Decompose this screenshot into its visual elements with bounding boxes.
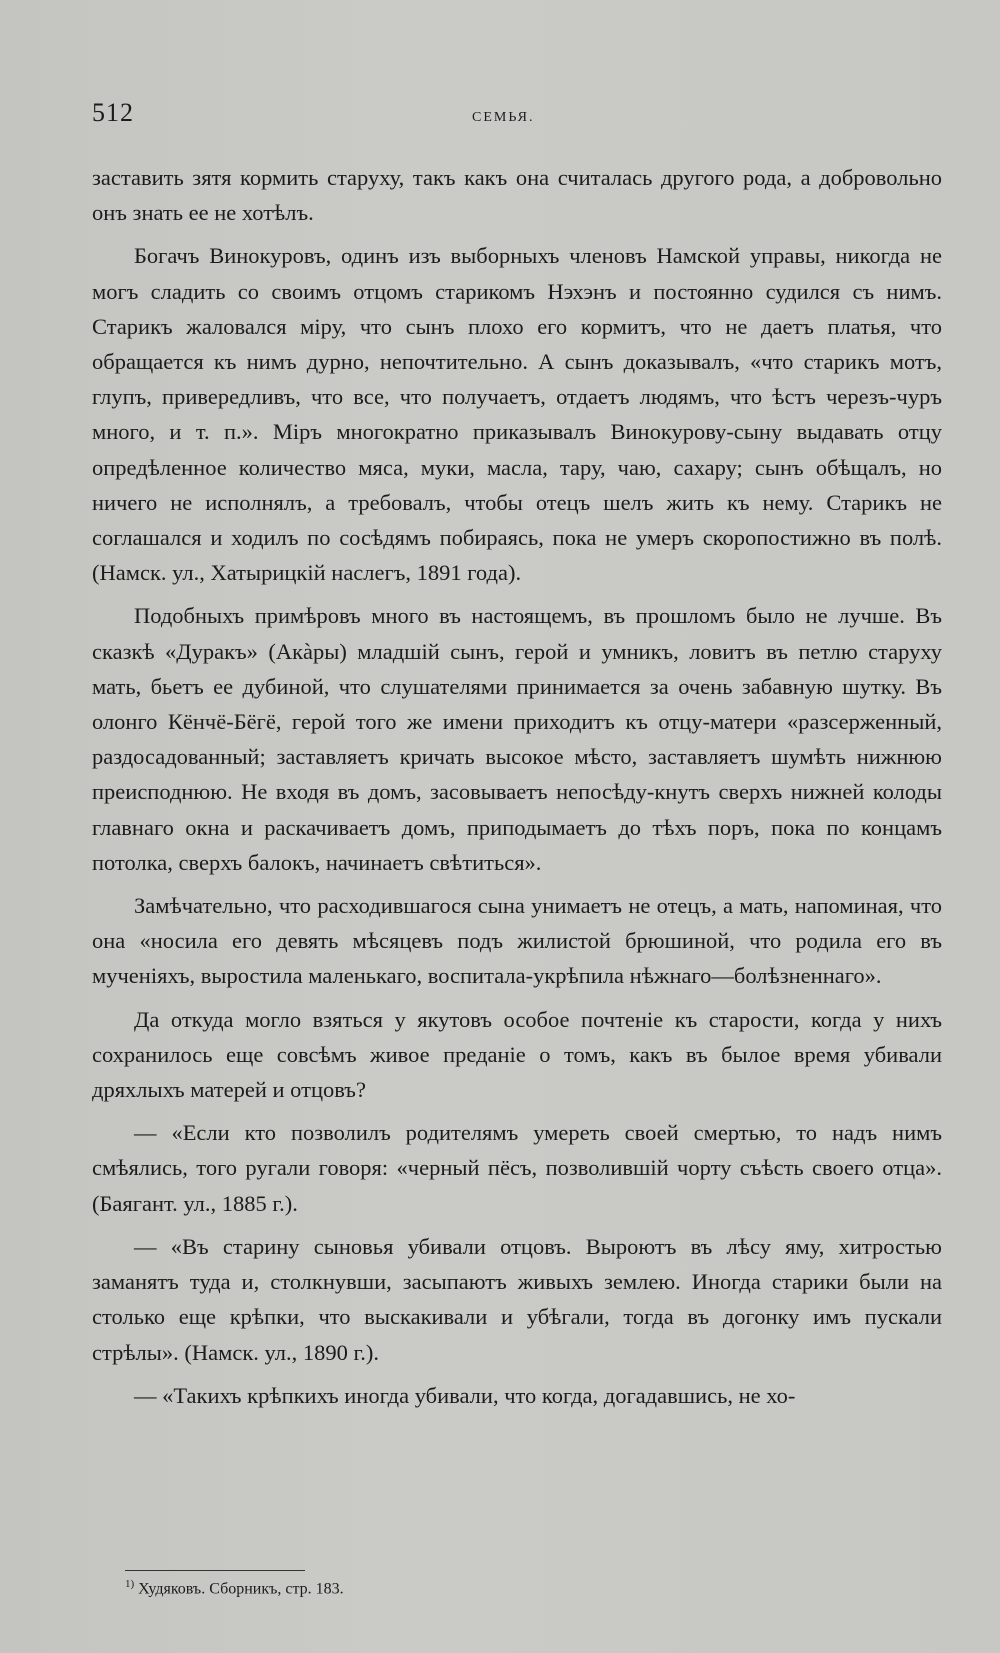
footnote-text: Худяковъ. Сборникъ, стр. 183. (138, 1580, 344, 1598)
quote-paragraph: — «Если кто позволилъ родителямъ умереть своей смертью, то надъ нимъ смѣялись, того ругали говоря: «черный пёсъ, позволившій чорту съѣсть своего отца». (Баягант. ул., 1885 г.). (92, 1120, 942, 1216)
footnote-divider (125, 1570, 305, 1571)
page-header (92, 92, 944, 132)
footnote (125, 1578, 344, 1598)
paragraph: Замѣчательно, что расходившагося сына унимаетъ не отецъ, а мать, напоминая, что она «носила его девять мѣсяцевъ подъ жилистой брюшиной, что родила его въ мученіяхъ, выростила маленькаго, воспитала-укрѣпила нѣжнаго—болѣзненнаго». (92, 893, 942, 989)
paragraph: Богачъ Винокуровъ, одинъ изъ выборныхъ членовъ Намской управы, никогда не могъ сладить со своимъ отцомъ старикомъ Нэхэнъ и постоянно судился съ нимъ. Старикъ жаловался міру, что сынъ плохо его кормитъ, что не даетъ платья, что обращается къ нимъ дурно, непочтительно. А сынъ доказывалъ, «что старикъ мотъ, глупъ, привередливъ, что все, что получаетъ, отдаетъ людямъ, что ѣстъ черезъ-чуръ много, и т. п.». Міръ многократно приказывалъ Винокурову-сыну выдавать отцу опредѣленное количество мяса, муки, масла, тару, чаю, сахару; сынъ обѣщалъ, но ничего не исполнялъ, а требовалъ, чтобы отецъ шелъ жить къ нему. Старикъ не соглашался и ходилъ по сосѣдямъ побираясь, пока не умеръ скоропостижно въ полѣ. (Намск. ул., Хатырицкій наслегъ, 1891 года). (92, 243, 942, 586)
page-body (92, 160, 942, 1421)
page-number: 512 (92, 98, 134, 127)
footnote-mark: 1) (125, 1578, 135, 1590)
running-title: СЕМЬЯ. (472, 110, 535, 125)
quote-paragraph: — «Такихъ крѣпкихъ иногда убивали, что когда, догадавшись, не хо- (134, 1382, 796, 1408)
quote-paragraph: — «Въ старину сыновья убивали отцовъ. Выроютъ въ лѣсу яму, хитростью заманятъ туда и, столкнувши, засыпаютъ живыхъ землею. Иногда старики были на столько еще крѣпки, что выскакивали и убѣгали, тогда въ догонку имъ пускали стрѣлы». (Намск. ул., 1890 г.). (92, 1233, 942, 1365)
paragraph: Да откуда могло взяться у якутовъ особое почтеніе къ старости, когда у нихъ сохранилось еще совсѣмъ живое преданіе о томъ, какъ въ былое время убивали дряхлыхъ матерей и отцовъ? (92, 1006, 942, 1103)
paragraph: заставить зятя кормить старуху, такъ какъ она считалась другого рода, а добровольно онъ знать ее не хотѣлъ. (92, 165, 942, 226)
paragraph: Подобныхъ примѣровъ много въ настоящемъ, въ прошломъ было не лучше. Въ сказкѣ «Дуракъ» (Акàры) младшій сынъ, герой и умникъ, ловитъ въ петлю старуху мать, бьетъ ее дубиной, что слушателями принимается за очень забавную шутку. Въ олонго Кёнчё-Бёгё, герой того же имени приходитъ къ отцу-матери «разсерженный, раздосадованный; заставляетъ кричать высокое мѣсто, заставляетъ шумѣть нижнюю преисподнюю. Не входя въ домъ, засовываетъ непосѣду-кнутъ сверхъ нижней колоды главнаго окна и раскачиваетъ домъ, приподымаетъ до тѣхъ поръ, пока по концамъ потолка, сверхъ балокъ, начинаетъ свѣтиться». (92, 603, 942, 875)
